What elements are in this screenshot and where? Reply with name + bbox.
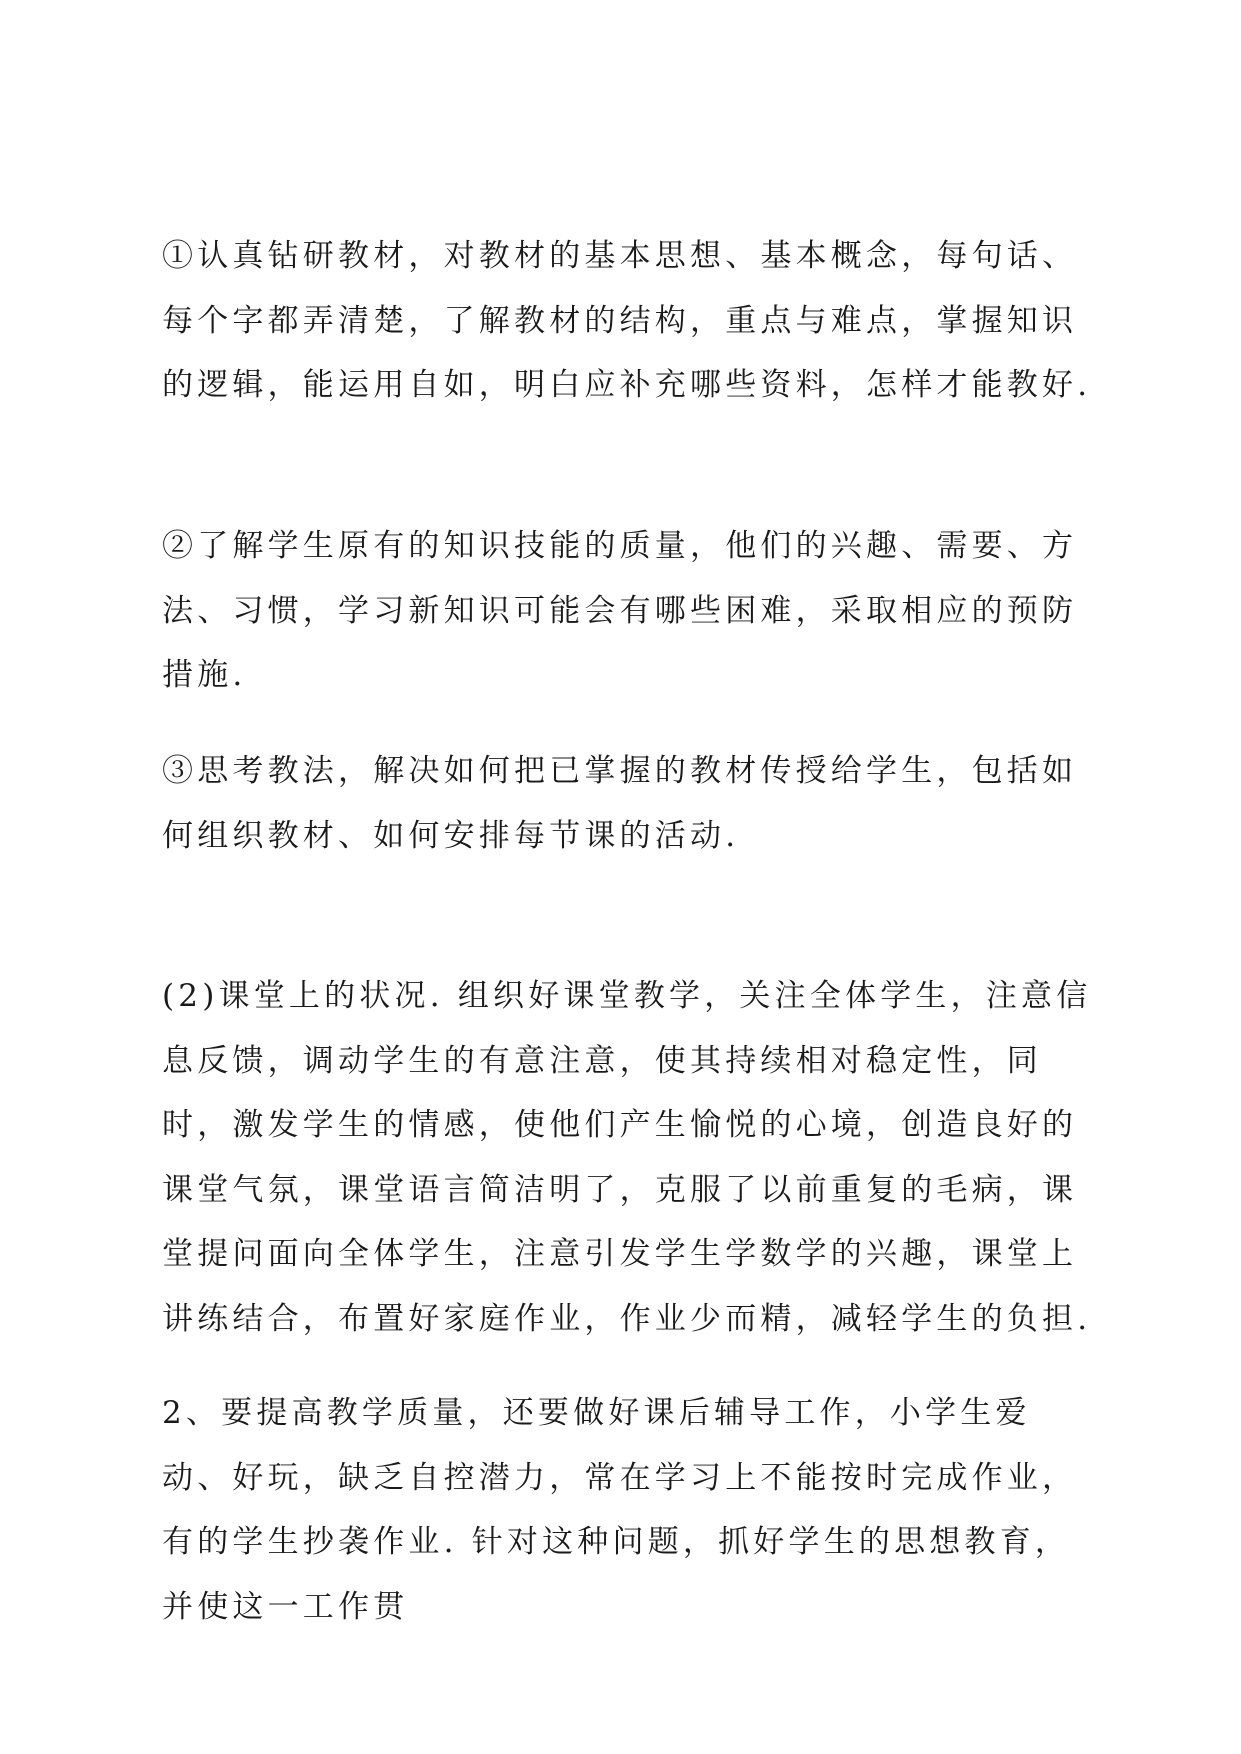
paragraph-study-textbook: ①认真钻研教材，对教材的基本思想、基本概念，每句话、每个字都弄清楚，了解教材的结构，重点与难点，掌握知识的逻辑，能运用自如，明白应补充哪些资料，怎样才能教好. — [162, 238, 1092, 403]
paragraph-understand-students: ②了解学生原有的知识技能的质量，他们的兴趣、需要、方法、习惯，学习新知识可能会有哪些困难，采取相应的预防措施. — [162, 528, 1078, 693]
paragraph-teaching-methods: ③思考教法，解决如何把已掌握的教材传授给学生，包括如何组织教材、如何安排每节课的活动. — [162, 753, 1078, 854]
paragraph-classroom-situation: (2)课堂上的状况. 组织好课堂教学，关注全体学生，注意信息反馈，调动学生的有意注意，使其持续相对稳定性，同时，激发学生的情感，使他们产生愉悦的心境，创造良好的课堂气氛，课堂语言简洁明了，克服了以前重复的毛病，课堂提问面向全体学生，注意引发学生学数学的兴趣，课堂上讲练结合，布置好家庭作业，作业少而精，减轻学生的负担. — [162, 978, 1092, 1337]
paragraph-after-class-tutoring: 2、要提高教学质量，还要做好课后辅导工作，小学生爱动、好玩，缺乏自控潜力，常在学习上不能按时完成作业，有的学生抄袭作业. 针对这种问题，抓好学生的思想教育，并使这一工作贯 — [162, 1395, 1078, 1625]
